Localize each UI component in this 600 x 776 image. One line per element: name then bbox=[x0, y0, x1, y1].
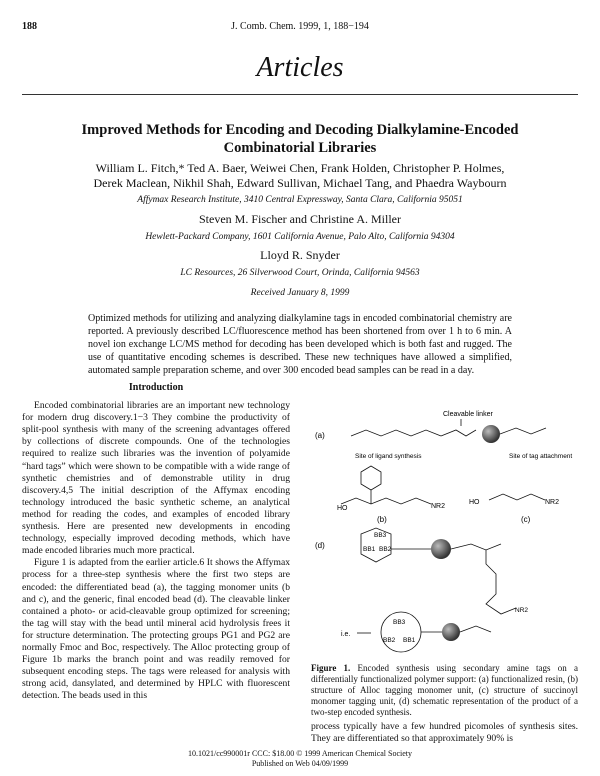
published-line: Published on Web 04/09/1999 bbox=[251, 759, 349, 768]
figure-caption bbox=[311, 663, 578, 718]
tag-site-label: Site of tag attachment bbox=[509, 453, 573, 460]
panel-a-structure bbox=[351, 425, 546, 443]
bb1-label: BB1 bbox=[363, 546, 376, 553]
section-heading: Articles bbox=[256, 52, 344, 83]
bb1-schematic-label: BB1 bbox=[403, 637, 416, 644]
received-date: Received January 8, 1999 bbox=[250, 288, 350, 298]
author-list-1-line-2: Derek Maclean, Nikhil Shah, Edward Sullivan, Michael Tang, and Phaedra Waybourn bbox=[93, 176, 507, 190]
ie-label: i.e. bbox=[341, 631, 351, 638]
figure-1 bbox=[311, 404, 578, 656]
journal-citation: J. Comb. Chem. 1999, 1, 188−194 bbox=[231, 21, 369, 32]
schematic-structure bbox=[357, 612, 491, 652]
resin-bead-a bbox=[482, 425, 500, 443]
affiliation-2: Hewlett-Packard Company, 1601 California Avenue, Palo Alto, California 94304 bbox=[145, 232, 455, 242]
panel-d-label: (d) bbox=[315, 541, 325, 550]
right-column-text: process typically have a few hundred picomoles of synthesis sites. They are differentiated so that approximately 90% is bbox=[311, 721, 578, 744]
panel-a-label: (a) bbox=[315, 431, 325, 440]
resin-bead-d bbox=[431, 539, 451, 559]
panel-c-label: (c) bbox=[521, 515, 531, 524]
intro-paragraph-1: Encoded combinatorial libraries are an important new technology for modern drug discovery.1−3 They combine the productivity of split-pool synthesis with many of the screening advantages offered by collections of discrete compounds. One of the technologies required to realize such libraries was the invention of polyamide “hard tags” which were shown to be compatible with a wide range of synthetic chemistries and of demonstrable utility in drug discovery.4,5 The initial description of the Affymax encoding technology introduced the basic synthetic scheme, an analytical method for reading the codes, and examples of encoded library synthesis. Here are presented new developments in encoding technology, especially improved decoding methods, which have made encoded libraries much more practical. bbox=[22, 400, 290, 557]
resin-bead-schematic bbox=[442, 623, 460, 641]
cleavable-linker-label: Cleavable linker bbox=[443, 411, 493, 418]
bb2-schematic-label: BB2 bbox=[383, 637, 396, 644]
nr2-label-d: NR2 bbox=[515, 607, 529, 614]
ho-label-c: HO bbox=[469, 499, 480, 506]
nr2-label-c: NR2 bbox=[545, 499, 560, 506]
affiliation-1: Affymax Research Institute, 3410 Central Expressway, Santa Clara, California 95051 bbox=[137, 195, 463, 205]
author-list-1-line-1: William L. Fitch,* Ted A. Baer, Weiwei Chen, Frank Holden, Christopher P. Holmes, bbox=[95, 161, 505, 175]
bb3-label: BB3 bbox=[374, 532, 387, 539]
left-column bbox=[22, 382, 290, 702]
affiliation-3: LC Resources, 26 Silverwood Court, Orinda, California 94563 bbox=[180, 268, 420, 278]
panel-d-structure bbox=[361, 528, 516, 614]
bb3-schematic-label: BB3 bbox=[393, 619, 406, 626]
nr2-label-b: NR2 bbox=[431, 503, 446, 510]
ligand-site-label: Site of ligand synthesis bbox=[355, 453, 422, 460]
panel-b-label: (b) bbox=[377, 515, 387, 524]
author-list-2: Steven M. Fischer and Christine A. Miller bbox=[199, 212, 401, 226]
doi-line: 10.1021/cc990001r CCC: $18.00 © 1999 American Chemical Society bbox=[187, 749, 413, 758]
footer bbox=[0, 749, 600, 769]
header-rule bbox=[22, 94, 578, 95]
abstract: Optimized methods for utilizing and analyzing dialkylamine tags in encoded combinatorial chemistry are reported. A previously described LC/fluorescence method has been shortened from over 1 h to 6 min. A novel ion exchange LC/MS method for decoding has been developed which is both fast and rugged. The use of quantitative encoding schemes is described. These new techniques have allowed a simplified, automated sample preparation scheme, and over 300 encoded bead samples can be read in a day. bbox=[88, 313, 512, 376]
ho-label-b: HO bbox=[337, 505, 348, 512]
intro-heading: Introduction bbox=[128, 382, 184, 393]
article-title: Improved Methods for Encoding and Decoding Dialkylamine-Encoded Combinatorial Libraries bbox=[81, 122, 519, 156]
bb2-label: BB2 bbox=[379, 546, 392, 553]
caption-label: Figure 1. bbox=[311, 663, 351, 673]
author-list-3: Lloyd R. Snyder bbox=[260, 248, 340, 262]
page-number: 188 bbox=[22, 21, 37, 32]
panel-b-structure bbox=[341, 466, 431, 504]
running-header bbox=[22, 21, 578, 35]
caption-text: Encoded synthesis using secondary amine tags on a differentially functionalized polymer support: (a) functionalized resin, (b) structure of Alloc tagging monomer unit, (c) structure of succinoyl monomer tagging unit, (d) schematic representation of the product of a two-step encoded synthesis. bbox=[311, 663, 578, 717]
panel-c-structure bbox=[489, 494, 545, 500]
intro-paragraph-2: Figure 1 is adapted from the earlier article.6 It shows the Affymax process for a three-step synthesis where the first two steps are encoded: the differentiated bead (a), the tagging monomer units (b and c), and the generic, final encoded bead (d). The cleavable linker contained a photo- or acid-cleavable group optimized for screening; the tag will stay with the bead until mineral acid hydrolysis frees it for structure determination. The protecting groups PG1 and PG2 are normally Fmoc and Boc, respectively. The Alloc protecting group of Figure 1b marks the branch point and was readily removed for subsequent encoding steps. The tags were released for analysis with strong acid, dansylated, and determined by HPLC with fluorescent detection. The beads used in this bbox=[22, 557, 290, 702]
